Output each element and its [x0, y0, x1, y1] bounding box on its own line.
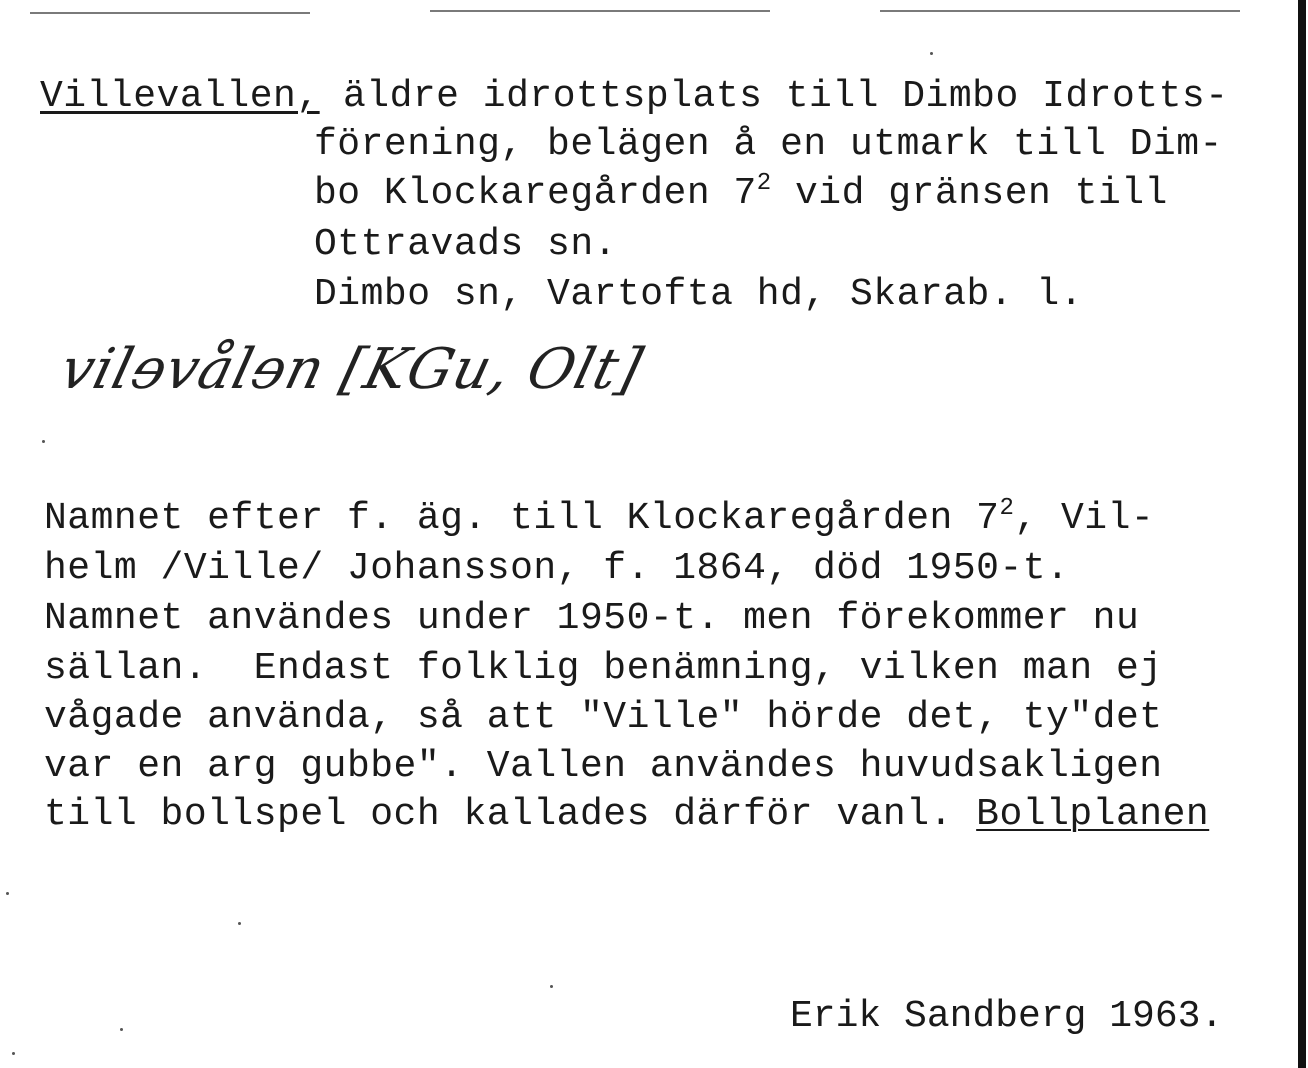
entry-text-1: äldre idrottsplats till Dimbo Idrotts-	[319, 75, 1229, 118]
body-line-4: sällan. Endast folklig benämning, vilken man ej	[44, 647, 1163, 690]
entry-text-3: bo Klockaregården 7	[314, 172, 757, 215]
body-text-1b: , Vil-	[1014, 497, 1155, 540]
signature: Erik Sandberg 1963.	[790, 995, 1224, 1038]
headword: Villevallen,	[40, 75, 320, 118]
speck	[12, 1052, 15, 1055]
entry-line-1	[40, 74, 1229, 120]
body-line-5: vågade använda, så att "Ville" hörde det, ty"det	[44, 696, 1163, 739]
body-line-2: helm /Ville/ Johansson, f. 1864, död 1950-t.	[44, 547, 1070, 590]
entry-text-3b: vid gränsen till	[771, 172, 1168, 215]
entry-line-4: Ottravads sn.	[314, 223, 617, 266]
body-text-1a: Namnet efter f. äg. till Klockaregården 7	[44, 497, 1000, 540]
superscript: 2	[999, 495, 1015, 522]
entry-line-2: förening, belägen å en utmark till Dim-	[314, 123, 1223, 166]
handwritten-pronunciation: vilɘvålɘn [KGu, Olt]	[54, 337, 650, 402]
speck	[930, 52, 933, 55]
top-edge-line	[880, 10, 1240, 12]
speck	[238, 922, 241, 925]
speck	[42, 440, 45, 443]
entry-line-3	[314, 171, 1168, 217]
parish-line: Dimbo sn, Vartofta hd, Skarab. l.	[314, 273, 1084, 316]
body-line-7	[44, 792, 1209, 838]
body-line-3: Namnet användes under 1950-t. men förekommer nu	[44, 597, 1140, 640]
alt-name: Bollplanen	[976, 793, 1210, 836]
speck	[120, 1028, 123, 1031]
speck	[6, 892, 9, 895]
body-line-6: var en arg gubbe". Vallen användes huvudsakligen	[44, 745, 1163, 788]
body-line-1	[44, 496, 1154, 542]
right-edge-border	[1298, 0, 1306, 1068]
top-edge-line	[30, 12, 310, 14]
speck	[550, 985, 553, 988]
body-text-7a: till bollspel och kallades därför vanl.	[44, 793, 977, 836]
top-edge-line	[430, 10, 770, 12]
superscript: 2	[756, 170, 772, 197]
